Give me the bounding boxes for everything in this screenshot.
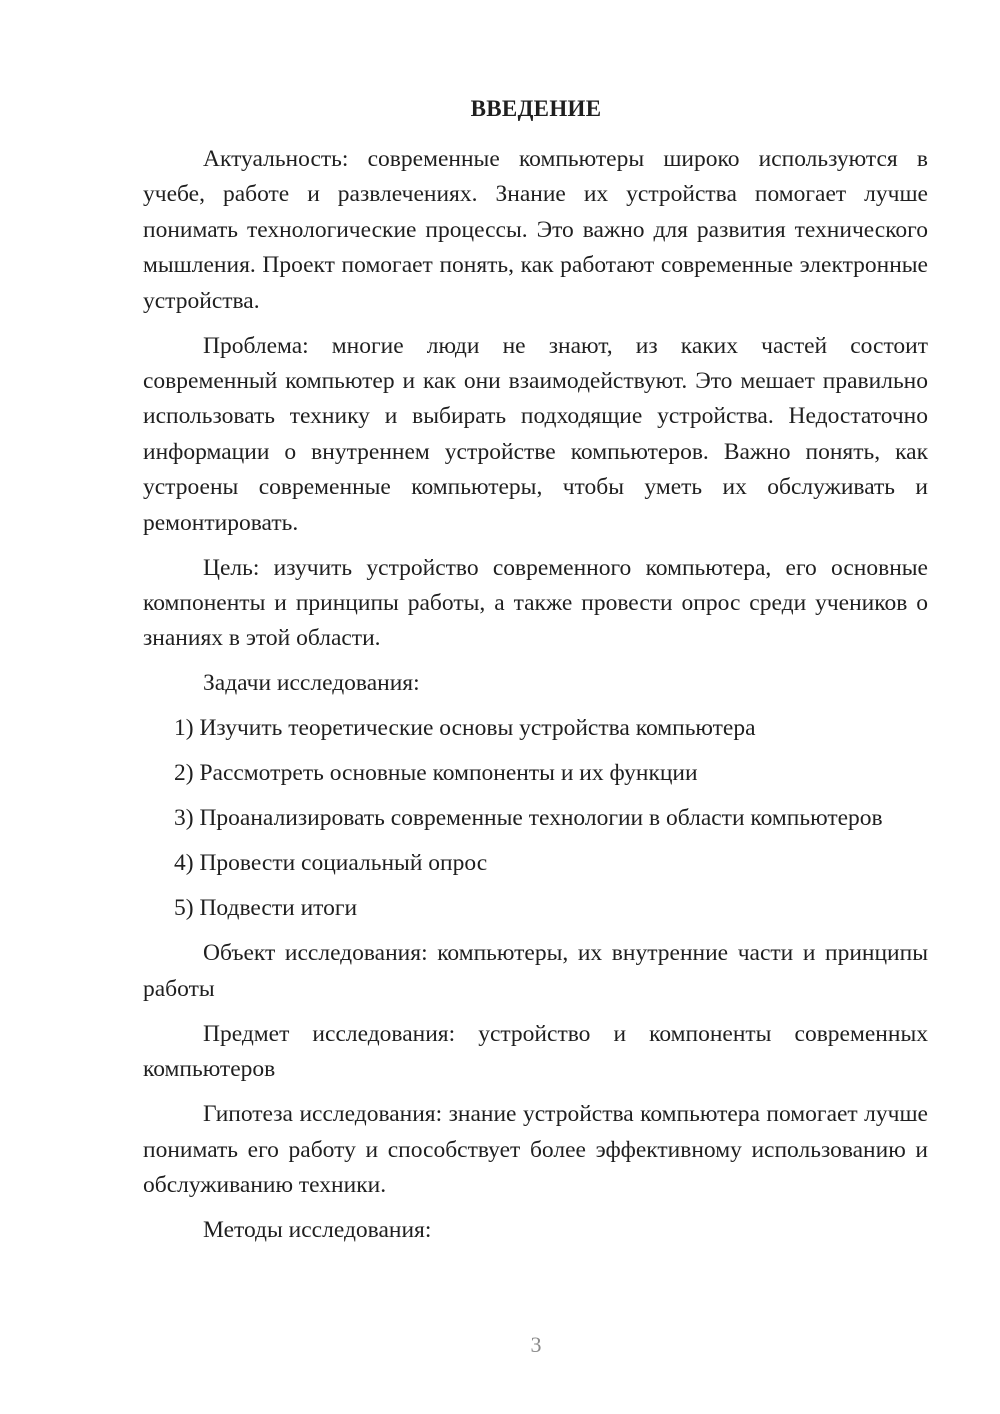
list-item: 3) Проанализировать современные технологии в области компьютеров (174, 805, 883, 832)
page-title: ВВЕДЕНИЕ (470, 96, 602, 121)
tasks-heading: Задачи исследования: (203, 670, 420, 697)
paragraph-object: Объект исследования: компьютеры, их внутренние части и принципы работы (143, 940, 928, 1002)
list-item: 1) Изучить теоретические основы устройства компьютера (174, 715, 756, 742)
paragraph-hypothesis: Гипотеза исследования: знание устройства компьютера помогает лучше понимать его работу и способствует более эффективному использованию и обслуживанию техники. (143, 1101, 928, 1199)
paragraph-relevance: Актуальность: современные компьютеры широко используются в учебе, работе и развлечениях. Знание их устройства помогает лучше понимать технологические процессы. Это важно для развития технического мышления. Проект помогает понять, как работают современные электронные устройства. (143, 146, 928, 314)
paragraph-goal: Цель: изучить устройство современного компьютера, его основные компоненты и принципы работы, а также провести опрос среди учеников о знаниях в этой области. (143, 554, 928, 652)
list-item: 2) Рассмотреть основные компоненты и их функции (174, 760, 698, 787)
list-item: 4) Провести социальный опрос (174, 850, 488, 877)
paragraph-problem: Проблема: многие люди не знают, из каких частей состоит современный компьютер и как они взаимодействуют. Это мешает правильно использовать технику и выбирать подходящие устройства. Недостаточно информации о внутреннем устройстве компьютеров. Важно понять, как устроены современные компьютеры, чтобы уметь их обслуживать и ремонтировать. (143, 332, 928, 536)
tasks-list (143, 711, 928, 926)
page-number: 3 (530, 1332, 542, 1357)
methods-heading: Методы исследования: (203, 1217, 432, 1244)
page-body (143, 142, 928, 1258)
list-item: 5) Подвести итоги (174, 895, 358, 922)
paragraph-subject: Предмет исследования: устройство и компоненты современных компьютеров (143, 1020, 928, 1083)
